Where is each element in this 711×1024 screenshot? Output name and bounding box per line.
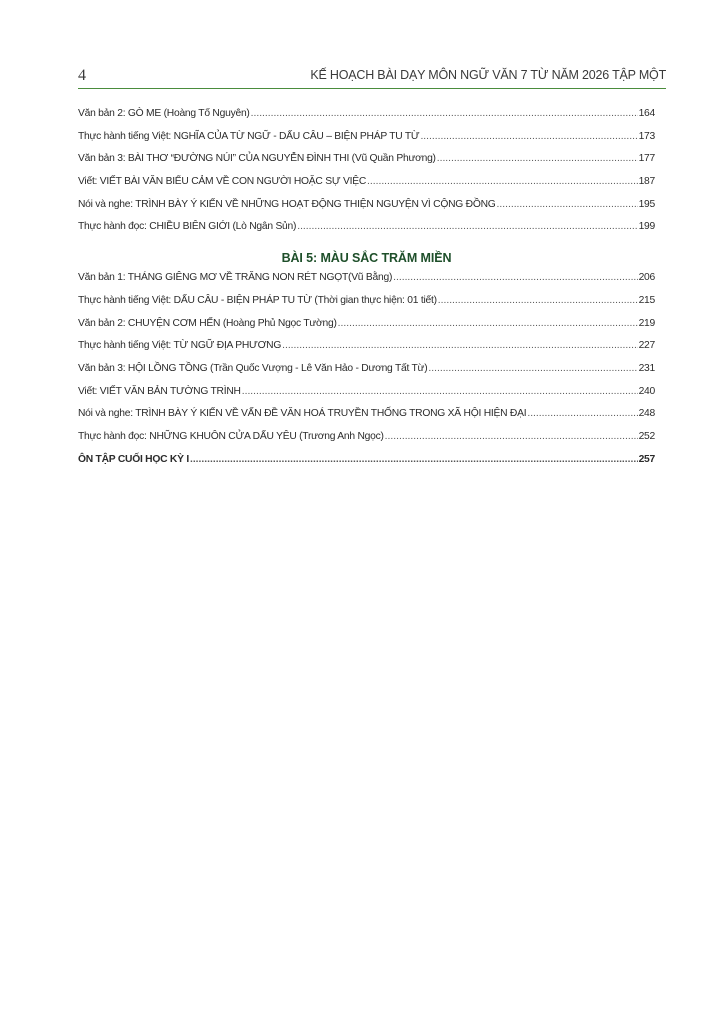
toc-entry-title: Văn bản 2: CHUYỆN CƠM HẾN (Hoàng Phủ Ngọc Tường) bbox=[78, 317, 337, 329]
dot-leader bbox=[438, 295, 638, 306]
toc-entry-page: 187 bbox=[638, 176, 655, 188]
toc-entry-page: 219 bbox=[638, 317, 655, 329]
toc-entry-page: 206 bbox=[638, 272, 655, 284]
toc-entry[interactable] bbox=[78, 318, 655, 341]
toc-entry-title: Thực hành đọc: NHỮNG KHUÔN CỬA DẤU YÊU (Trương Anh Ngọc) bbox=[78, 430, 384, 442]
toc-entry-title: Thực hành tiếng Việt: TỪ NGỮ ĐỊA PHƯƠNG bbox=[78, 340, 282, 352]
toc-entry-page: 257 bbox=[638, 453, 655, 465]
toc-entry-title: Thực hành tiếng Việt: NGHĨA CỦA TỪ NGỮ - DẤU CÂU – BIỆN PHÁP TU TỪ bbox=[78, 130, 420, 142]
toc-entry-page: 252 bbox=[638, 430, 655, 442]
dot-leader bbox=[251, 108, 638, 119]
toc-entry-title: Thực hành tiếng Việt: DẤU CÂU - BIỆN PHÁP TU TỪ (Thời gian thực hiện: 01 tiết) bbox=[78, 294, 437, 306]
dot-leader bbox=[497, 199, 638, 210]
page-header bbox=[78, 66, 666, 89]
dot-leader bbox=[527, 408, 637, 419]
toc-entry-title: Văn bản 1: THÁNG GIÊNG MƠ VỀ TRĂNG NON RÉT NGỌT(Vũ Bằng) bbox=[78, 272, 393, 284]
toc-entry-title: ÔN TẬP CUỐI HỌC KỲ I bbox=[78, 453, 189, 465]
toc-entry[interactable] bbox=[78, 272, 655, 295]
dot-leader bbox=[242, 386, 638, 397]
toc-entry-page: 195 bbox=[638, 198, 655, 210]
dot-leader bbox=[190, 454, 638, 465]
toc-entry[interactable] bbox=[78, 408, 655, 431]
toc-entry[interactable] bbox=[78, 386, 655, 409]
dot-leader bbox=[437, 153, 638, 164]
dot-leader bbox=[428, 363, 637, 374]
page-number: 4 bbox=[78, 67, 86, 84]
toc-entry-review[interactable] bbox=[78, 454, 655, 477]
toc-entry-page: 215 bbox=[638, 294, 655, 306]
toc-entry-page: 173 bbox=[638, 130, 655, 142]
toc-entry-page: 248 bbox=[638, 408, 655, 420]
toc-entry[interactable] bbox=[78, 431, 655, 454]
toc-entry[interactable] bbox=[78, 108, 655, 131]
toc-entry[interactable] bbox=[78, 131, 655, 154]
toc-entry-page: 177 bbox=[638, 153, 655, 165]
toc-entry-page: 240 bbox=[638, 385, 655, 397]
toc-entry-title: Nói và nghe: TRÌNH BÀY Ý KIẾN VỀ NHỮNG HOẠT ĐỘNG THIỆN NGUYỆN VÌ CỘNG ĐỒNG bbox=[78, 198, 496, 210]
dot-leader bbox=[297, 221, 637, 232]
dot-leader bbox=[282, 340, 637, 351]
toc-entry[interactable] bbox=[78, 221, 655, 244]
toc-entry-title: Văn bản 2: GÒ ME (Hoàng Tố Nguyên) bbox=[78, 108, 250, 119]
table-of-contents bbox=[78, 108, 655, 476]
dot-leader bbox=[420, 131, 637, 142]
toc-entry[interactable] bbox=[78, 153, 655, 176]
dot-leader bbox=[338, 318, 638, 329]
toc-entry-title: Văn bản 3: BÀI THƠ “ĐƯỜNG NÚI” CỦA NGUYỄN ĐÌNH THI (Vũ Quần Phương) bbox=[78, 153, 436, 165]
toc-entry-page: 227 bbox=[638, 340, 655, 352]
toc-entry-title: Viết: VIẾT BÀI VĂN BIỂU CẢM VỀ CON NGƯỜI HOẶC SỰ VIỆC bbox=[78, 176, 367, 188]
toc-entry[interactable] bbox=[78, 199, 655, 222]
dot-leader bbox=[393, 272, 637, 283]
toc-entry-title: Viết: VIẾT VĂN BẢN TƯỜNG TRÌNH bbox=[78, 385, 241, 397]
toc-entry-page: 231 bbox=[638, 362, 655, 374]
toc-entry[interactable] bbox=[78, 340, 655, 363]
section-heading: BÀI 5: MÀU SẮC TRĂM MIỀN bbox=[281, 251, 452, 266]
dot-leader bbox=[367, 176, 638, 187]
dot-leader bbox=[385, 431, 638, 442]
toc-entry-title: Văn bản 3: HỘI LỒNG TỒNG (Trần Quốc Vượng - Lê Văn Hảo - Dương Tất Từ) bbox=[78, 362, 428, 374]
toc-entry-page: 199 bbox=[638, 221, 655, 233]
toc-entry-page: 164 bbox=[638, 108, 655, 119]
toc-entry[interactable] bbox=[78, 176, 655, 199]
toc-entry-title: Thực hành đọc: CHIỀU BIÊN GIỚI (Lò Ngân Sủn) bbox=[78, 221, 297, 233]
toc-entry[interactable] bbox=[78, 295, 655, 318]
book-title: KẾ HOẠCH BÀI DẠY MÔN NGỮ VĂN 7 TỪ NĂM 2026 TẬP MỘT bbox=[310, 68, 666, 82]
toc-entry-title: Nói và nghe: TRÌNH BÀY Ý KIẾN VỀ VẤN ĐỀ VĂN HOÁ TRUYỀN THỐNG TRONG XÃ HỘI HIỆN ĐẠI bbox=[78, 408, 527, 420]
toc-entry[interactable] bbox=[78, 363, 655, 386]
